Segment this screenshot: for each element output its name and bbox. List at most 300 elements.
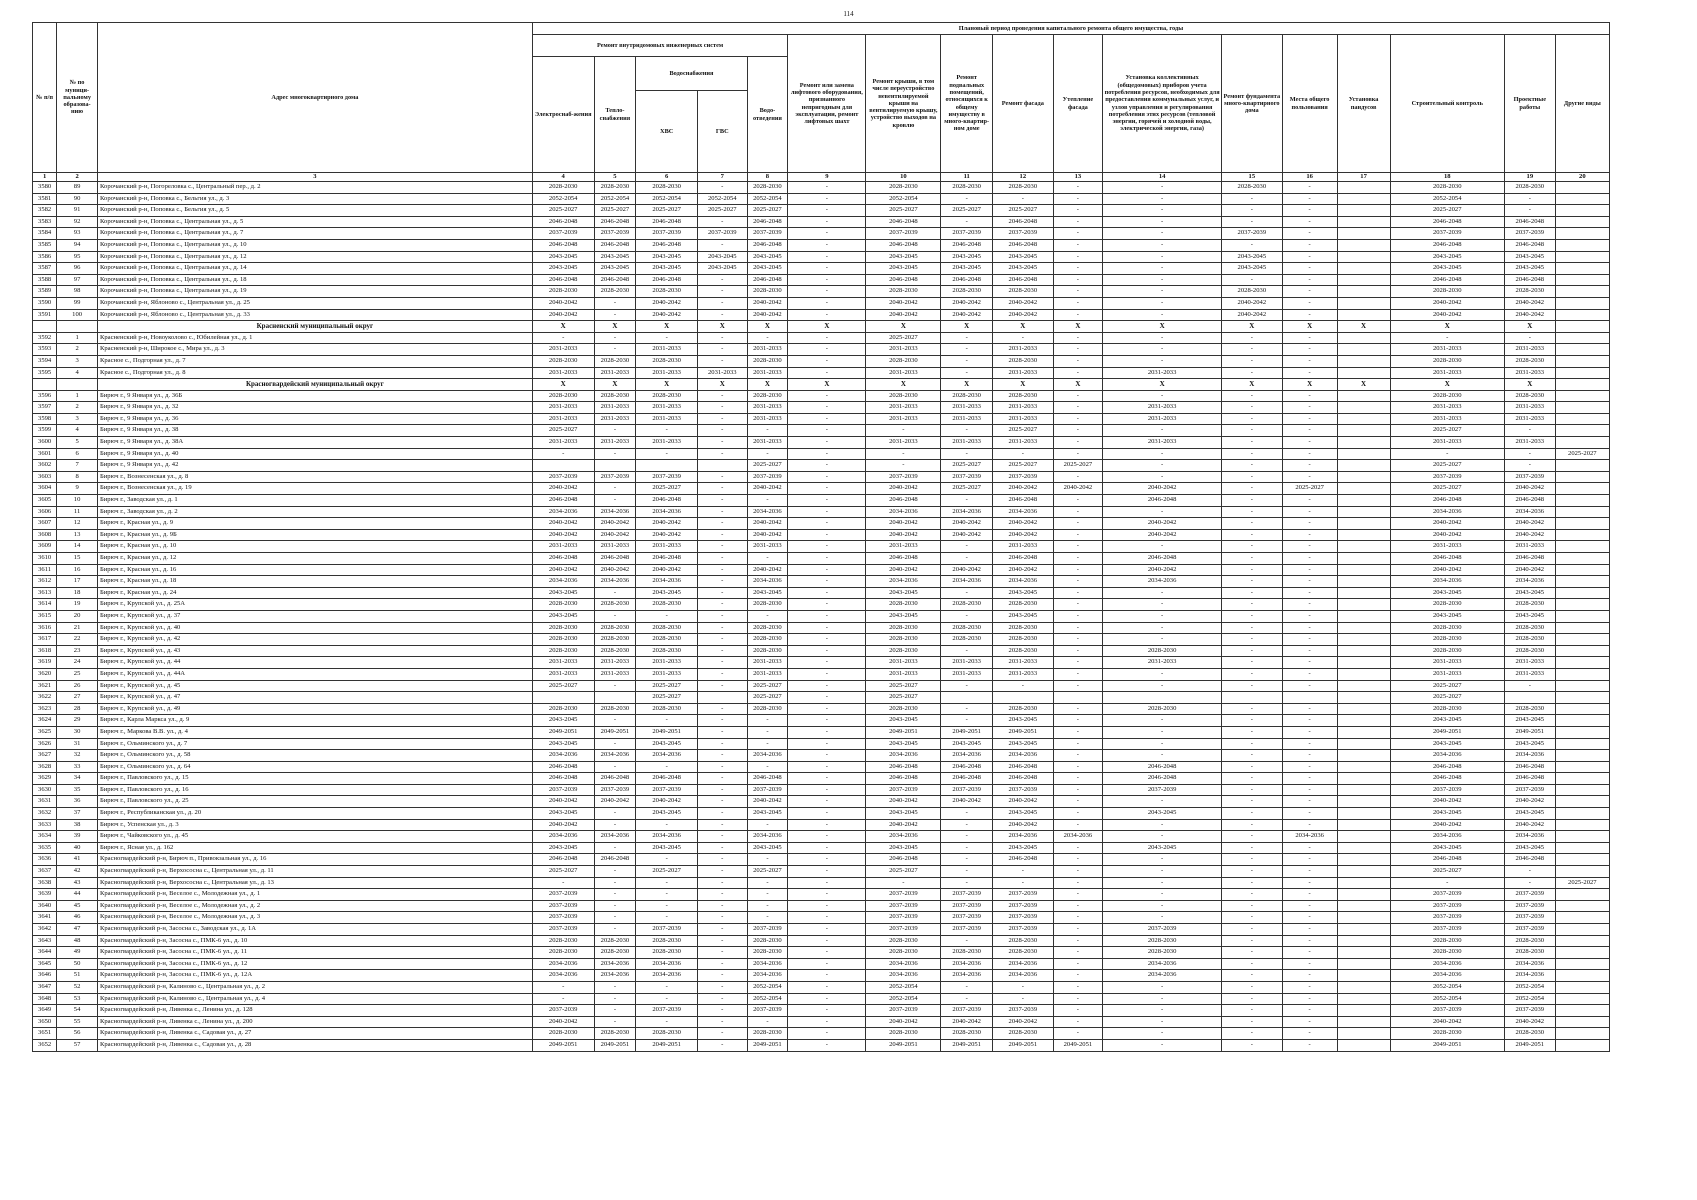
table-cell: -	[941, 587, 993, 599]
table-cell: 16	[57, 564, 98, 576]
table-row	[33, 483, 1610, 495]
table-cell: 57	[57, 1039, 98, 1051]
table-cell	[1337, 738, 1390, 750]
table-cell: -	[1053, 193, 1103, 205]
table-row	[33, 958, 1610, 970]
table-cell: 2043-2045	[532, 715, 594, 727]
table-cell: 2040-2042	[1390, 564, 1505, 576]
table-cell: 3652	[33, 1039, 57, 1051]
table-cell: 2046-2048	[866, 761, 941, 773]
region-mark: X	[698, 379, 748, 391]
table-cell: -	[1282, 680, 1337, 692]
table-row	[33, 912, 1610, 924]
address-cell: Бирюч г., Крупской ул., д. 45	[97, 680, 532, 692]
table-cell: -	[1053, 529, 1103, 541]
address-cell: Красногвардейский р-н, Верхососна с., Центральная ул., д. 13	[97, 877, 532, 889]
column-number: 15	[1222, 173, 1283, 182]
table-cell: 2025-2027	[1390, 460, 1505, 472]
table-cell: 2028-2030	[532, 286, 594, 298]
table-cell: 2040-2042	[594, 529, 636, 541]
table-row	[33, 390, 1610, 402]
table-cell: 2031-2033	[1103, 413, 1222, 425]
table-cell: -	[788, 448, 866, 460]
address-cell: Красногвардейский р-н, Веселое с., Молодежная ул., д. 2	[97, 900, 532, 912]
address-cell: Бирюч г., Павловского ул., д. 16	[97, 784, 532, 796]
table-cell: -	[1222, 576, 1283, 588]
table-cell: 2025-2027	[636, 205, 698, 217]
table-cell: 4	[57, 425, 98, 437]
table-cell	[1337, 645, 1390, 657]
table-cell: -	[594, 309, 636, 321]
table-cell	[1555, 239, 1609, 251]
table-cell: -	[1053, 634, 1103, 646]
table-cell: 2031-2033	[636, 344, 698, 356]
table-cell: 2046-2048	[1390, 553, 1505, 565]
table-cell: 2034-2036	[532, 576, 594, 588]
table-cell: -	[1282, 819, 1337, 831]
region-mark: X	[1337, 321, 1390, 333]
table-row	[33, 182, 1610, 194]
table-cell: -	[1222, 506, 1283, 518]
table-cell: 2046-2048	[993, 773, 1054, 785]
table-cell: 21	[57, 622, 98, 634]
table-cell: 51	[57, 970, 98, 982]
table-cell: -	[636, 1016, 698, 1028]
table-cell: 2040-2042	[1505, 529, 1556, 541]
table-cell: 2037-2039	[636, 784, 698, 796]
table-cell: -	[698, 784, 748, 796]
table-cell: 2031-2033	[941, 657, 993, 669]
table-cell: -	[1282, 263, 1337, 275]
table-cell: -	[866, 448, 941, 460]
table-cell: 2028-2030	[1390, 645, 1505, 657]
table-cell: 2028-2030	[1390, 935, 1505, 947]
table-cell: 2028-2030	[866, 390, 941, 402]
table-cell: -	[1053, 437, 1103, 449]
table-cell: 2028-2030	[1390, 703, 1505, 715]
table-cell: 2028-2030	[866, 599, 941, 611]
table-cell: 2037-2039	[698, 228, 748, 240]
table-cell: 2034-2036	[866, 970, 941, 982]
table-cell: 2043-2045	[1222, 263, 1283, 275]
table-cell	[1337, 668, 1390, 680]
table-cell: 2025-2027	[1053, 460, 1103, 472]
address-cell: Бирюч г., Крупской ул., д. 44	[97, 657, 532, 669]
table-cell: 3632	[33, 808, 57, 820]
table-cell	[1555, 263, 1609, 275]
table-row	[33, 981, 1610, 993]
table-cell: -	[788, 332, 866, 344]
table-cell: 2028-2030	[1390, 634, 1505, 646]
table-cell: -	[1103, 750, 1222, 762]
table-cell: -	[1053, 216, 1103, 228]
table-cell: 2025-2027	[1555, 877, 1609, 889]
address-cell: Бирюч г., Успенская ул., д. 3	[97, 819, 532, 831]
table-cell: 2037-2039	[866, 471, 941, 483]
table-cell: -	[941, 355, 993, 367]
table-row	[33, 228, 1610, 240]
table-cell: -	[788, 645, 866, 657]
table-cell: 2034-2036	[993, 750, 1054, 762]
table-cell: 25	[57, 668, 98, 680]
table-cell: 47	[57, 924, 98, 936]
table-cell: -	[1282, 297, 1337, 309]
table-cell: 2040-2042	[636, 564, 698, 576]
table-cell: 3649	[33, 1005, 57, 1017]
table-row	[33, 1016, 1610, 1028]
table-cell: 2052-2054	[532, 193, 594, 205]
table-cell: 2028-2030	[1390, 286, 1505, 298]
table-cell: 2040-2042	[993, 529, 1054, 541]
table-cell	[1337, 1005, 1390, 1017]
table-cell: 2031-2033	[532, 367, 594, 379]
table-cell: 2034-2036	[747, 970, 788, 982]
table-cell: 2037-2039	[941, 889, 993, 901]
table-cell: 41	[57, 854, 98, 866]
table-cell: 3	[57, 355, 98, 367]
table-cell: -	[594, 866, 636, 878]
table-cell: -	[1053, 355, 1103, 367]
table-cell: 2028-2030	[866, 355, 941, 367]
table-cell: 46	[57, 912, 98, 924]
table-cell: 3633	[33, 819, 57, 831]
column-number: 12	[993, 173, 1054, 182]
table-cell: 2046-2048	[1390, 274, 1505, 286]
table-cell: -	[1282, 182, 1337, 194]
table-cell: 2034-2036	[941, 576, 993, 588]
table-cell: -	[1053, 761, 1103, 773]
table-cell: 2049-2051	[993, 726, 1054, 738]
table-cell: -	[1222, 274, 1283, 286]
table-cell: 2025-2027	[636, 680, 698, 692]
address-cell: Корочанский р-н, Яблоново с., Центральная ул., д. 25	[97, 297, 532, 309]
table-cell: 3587	[33, 263, 57, 275]
table-cell	[1555, 564, 1609, 576]
table-cell: 35	[57, 784, 98, 796]
column-number: 5	[594, 173, 636, 182]
table-cell: -	[698, 495, 748, 507]
table-cell	[1337, 761, 1390, 773]
table-cell: 2031-2033	[1103, 437, 1222, 449]
table-cell	[1555, 216, 1609, 228]
table-cell: -	[993, 193, 1054, 205]
table-cell: -	[1222, 599, 1283, 611]
table-cell: 2040-2042	[1103, 564, 1222, 576]
table-cell: 2031-2033	[532, 413, 594, 425]
region-mark: X	[788, 379, 866, 391]
region-mark: X	[1390, 379, 1505, 391]
table-cell: 2052-2054	[866, 193, 941, 205]
table-cell	[1282, 692, 1337, 704]
table-cell: 2034-2036	[941, 970, 993, 982]
table-cell: 2043-2045	[866, 738, 941, 750]
table-cell: 14	[57, 541, 98, 553]
region-mark: X	[636, 379, 698, 391]
table-cell: -	[1282, 205, 1337, 217]
table-cell: 2034-2036	[1053, 831, 1103, 843]
table-cell: 2028-2030	[594, 947, 636, 959]
table-cell: 2034-2036	[1390, 506, 1505, 518]
table-cell: 2043-2045	[747, 251, 788, 263]
table-cell: -	[788, 309, 866, 321]
table-row	[33, 460, 1610, 472]
table-cell: 2034-2036	[532, 970, 594, 982]
address-cell: Корочанский р-н, Погореловка с., Центральный пер., д. 2	[97, 182, 532, 194]
table-cell: 2028-2030	[1505, 703, 1556, 715]
table-cell: -	[747, 912, 788, 924]
table-cell: -	[993, 981, 1054, 993]
table-cell: -	[747, 726, 788, 738]
table-cell: -	[698, 413, 748, 425]
table-cell: 2043-2045	[1390, 263, 1505, 275]
table-cell	[1555, 958, 1609, 970]
table-cell: 2046-2048	[1505, 274, 1556, 286]
table-cell: 2025-2027	[636, 866, 698, 878]
table-cell: -	[1282, 471, 1337, 483]
table-cell: 2037-2039	[993, 228, 1054, 240]
table-cell: 2040-2042	[993, 796, 1054, 808]
table-row	[33, 773, 1610, 785]
table-cell: -	[1282, 958, 1337, 970]
table-cell: 2031-2033	[866, 413, 941, 425]
table-cell: 2043-2045	[1390, 842, 1505, 854]
table-cell: -	[594, 425, 636, 437]
table-cell: 2028-2030	[1505, 355, 1556, 367]
table-cell: 2028-2030	[636, 703, 698, 715]
table-cell	[1337, 634, 1390, 646]
table-cell: 2028-2030	[866, 947, 941, 959]
table-cell: 3636	[33, 854, 57, 866]
table-cell: -	[1282, 309, 1337, 321]
table-cell: 2046-2048	[866, 239, 941, 251]
table-cell: 2052-2054	[698, 193, 748, 205]
region-mark: X	[993, 321, 1054, 333]
table-cell: 2040-2042	[1222, 309, 1283, 321]
region-mark: X	[866, 379, 941, 391]
table-cell	[1337, 947, 1390, 959]
table-cell: 2034-2036	[594, 576, 636, 588]
table-cell: 17	[57, 576, 98, 588]
table-cell: 2043-2045	[532, 263, 594, 275]
table-cell: 2031-2033	[532, 657, 594, 669]
table-cell	[1337, 981, 1390, 993]
table-cell: 3585	[33, 239, 57, 251]
region-mark: X	[941, 379, 993, 391]
address-cell: Бирюч г., Красная ул., д. 16	[97, 564, 532, 576]
table-cell: 2025-2027	[532, 425, 594, 437]
table-cell: -	[698, 912, 748, 924]
table-cell: 2031-2033	[941, 413, 993, 425]
header-other: Другие виды	[1555, 35, 1609, 173]
table-cell: 2031-2033	[747, 657, 788, 669]
header-construction-control: Строительный контроль	[1390, 35, 1505, 173]
table-cell: -	[1053, 274, 1103, 286]
table-cell: -	[594, 1005, 636, 1017]
table-cell: -	[698, 506, 748, 518]
table-cell: 2028-2030	[594, 703, 636, 715]
table-cell: 2037-2039	[1390, 889, 1505, 901]
table-cell: -	[1103, 587, 1222, 599]
table-cell: -	[1103, 286, 1222, 298]
table-cell: 2028-2030	[866, 1028, 941, 1040]
table-cell: -	[636, 819, 698, 831]
table-cell: -	[636, 877, 698, 889]
table-cell: 3599	[33, 425, 57, 437]
table-cell: 92	[57, 216, 98, 228]
table-cell	[1555, 205, 1609, 217]
table-cell	[1337, 483, 1390, 495]
table-cell	[1337, 332, 1390, 344]
table-cell: 2031-2033	[866, 668, 941, 680]
table-cell: 2028-2030	[941, 1028, 993, 1040]
table-cell	[1555, 529, 1609, 541]
table-cell: 2028-2030	[941, 182, 993, 194]
table-cell: -	[1222, 970, 1283, 982]
table-cell: 2043-2045	[993, 610, 1054, 622]
table-cell: -	[788, 263, 866, 275]
address-cell: Корочанский р-н, Яблоново с., Центральная ул., д. 33	[97, 309, 532, 321]
table-cell: -	[698, 680, 748, 692]
table-cell: 34	[57, 773, 98, 785]
table-cell: -	[788, 726, 866, 738]
table-cell: 2037-2039	[993, 924, 1054, 936]
table-cell: -	[1282, 610, 1337, 622]
table-cell: -	[788, 866, 866, 878]
table-cell	[1555, 251, 1609, 263]
table-cell: 2037-2039	[636, 471, 698, 483]
table-cell	[1337, 610, 1390, 622]
table-cell	[1337, 437, 1390, 449]
table-cell: -	[698, 332, 748, 344]
table-cell: 2043-2045	[1505, 610, 1556, 622]
table-cell: 18	[57, 587, 98, 599]
table-row	[33, 495, 1610, 507]
table-cell: 2037-2039	[993, 784, 1054, 796]
table-cell: -	[1053, 900, 1103, 912]
table-cell	[1555, 286, 1609, 298]
table-cell	[1337, 576, 1390, 588]
table-cell: 2046-2048	[594, 216, 636, 228]
table-cell: 2025-2027	[993, 205, 1054, 217]
table-cell: -	[747, 854, 788, 866]
table-cell: -	[1053, 182, 1103, 194]
table-cell: -	[1103, 668, 1222, 680]
table-cell	[1555, 471, 1609, 483]
table-cell: -	[594, 738, 636, 750]
table-cell: -	[1282, 1028, 1337, 1040]
table-cell: -	[698, 808, 748, 820]
table-cell: 3628	[33, 761, 57, 773]
table-cell	[1337, 460, 1390, 472]
table-cell: -	[1282, 877, 1337, 889]
table-cell: -	[788, 529, 866, 541]
table-cell: -	[1282, 703, 1337, 715]
table-cell: 2034-2036	[636, 506, 698, 518]
table-cell: -	[698, 286, 748, 298]
table-cell: 2049-2051	[941, 1039, 993, 1051]
table-cell: -	[698, 576, 748, 588]
table-cell: 2040-2042	[1505, 297, 1556, 309]
table-cell: 36	[57, 796, 98, 808]
table-cell: -	[1103, 912, 1222, 924]
table-cell: -	[788, 390, 866, 402]
table-cell: -	[1505, 460, 1556, 472]
table-row	[33, 599, 1610, 611]
table-cell: -	[594, 981, 636, 993]
table-cell: 2040-2042	[866, 518, 941, 530]
table-cell: 2028-2030	[993, 703, 1054, 715]
table-cell: 2028-2030	[1505, 286, 1556, 298]
table-cell: 52	[57, 981, 98, 993]
table-cell: 2037-2039	[532, 889, 594, 901]
table-cell: 2031-2033	[594, 668, 636, 680]
table-cell: 2028-2030	[532, 390, 594, 402]
table-cell: 2046-2048	[993, 274, 1054, 286]
table-cell: -	[1053, 471, 1103, 483]
table-cell: -	[698, 889, 748, 901]
table-cell: 2037-2039	[747, 1005, 788, 1017]
table-cell: 2028-2030	[941, 947, 993, 959]
table-cell: 2046-2048	[941, 239, 993, 251]
table-cell	[1337, 193, 1390, 205]
table-cell: -	[1103, 274, 1222, 286]
table-cell: -	[993, 332, 1054, 344]
table-cell	[1555, 587, 1609, 599]
table-cell: 2043-2045	[532, 251, 594, 263]
table-cell: 2043-2045	[941, 263, 993, 275]
table-cell: 3650	[33, 1016, 57, 1028]
table-cell: -	[1103, 344, 1222, 356]
table-cell: -	[594, 332, 636, 344]
table-cell: 12	[57, 518, 98, 530]
table-cell: -	[788, 239, 866, 251]
table-cell: -	[1505, 193, 1556, 205]
table-cell: 38	[57, 819, 98, 831]
table-cell: -	[636, 715, 698, 727]
table-cell: 3583	[33, 216, 57, 228]
table-cell	[1555, 599, 1609, 611]
table-cell	[1337, 796, 1390, 808]
table-cell: -	[788, 970, 866, 982]
column-number: 4	[532, 173, 594, 182]
table-cell: 2043-2045	[866, 610, 941, 622]
table-cell: -	[1222, 889, 1283, 901]
table-cell	[1337, 808, 1390, 820]
table-cell: 2040-2042	[636, 529, 698, 541]
table-cell: 3618	[33, 645, 57, 657]
table-cell: -	[698, 935, 748, 947]
table-cell: 2037-2039	[594, 228, 636, 240]
table-cell: 2052-2054	[1390, 193, 1505, 205]
table-cell	[1337, 1028, 1390, 1040]
table-cell: 2037-2039	[1390, 900, 1505, 912]
table-cell: -	[788, 947, 866, 959]
table-cell: 2028-2030	[532, 599, 594, 611]
table-cell: -	[698, 668, 748, 680]
table-cell: -	[532, 993, 594, 1005]
table-cell	[1337, 935, 1390, 947]
address-cell: Бирюч г., 9 Января ул., д. 42	[97, 460, 532, 472]
table-cell: 2034-2036	[1505, 831, 1556, 843]
table-row	[33, 680, 1610, 692]
table-cell: 2028-2030	[1505, 634, 1556, 646]
address-cell: Бирюч г., Заводская ул., д. 2	[97, 506, 532, 518]
table-row	[33, 935, 1610, 947]
table-cell: 2037-2039	[993, 889, 1054, 901]
table-cell: -	[1053, 680, 1103, 692]
table-body	[33, 182, 1610, 1052]
address-cell: Бирюч г., Ольминского ул., д. 7	[97, 738, 532, 750]
